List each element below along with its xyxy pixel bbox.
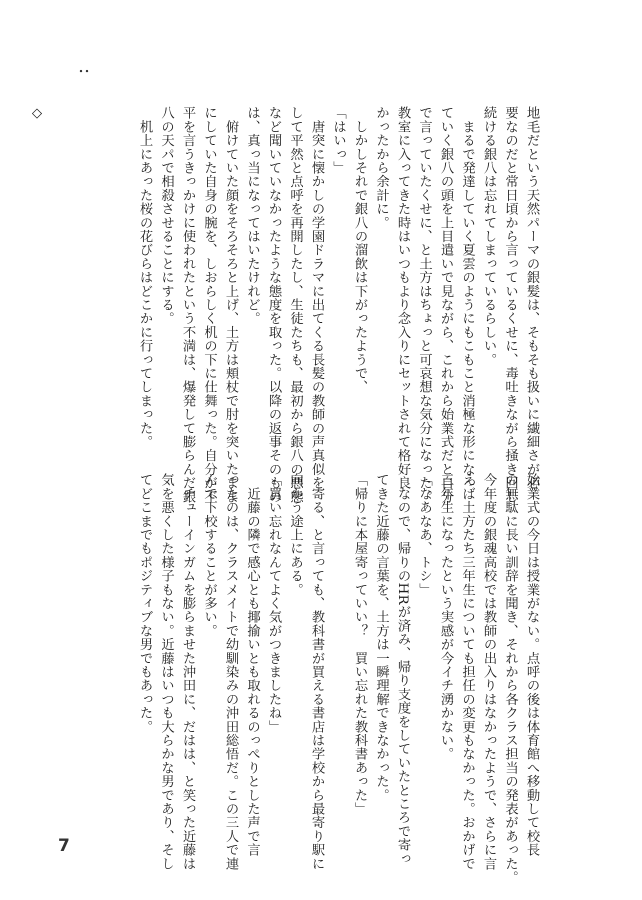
text-line: 教室に入ってきた時はいつもより念入りにセットされて格好良 [395, 106, 410, 490]
text-line: 今年度の銀魂高校では教師の出入りはなかったようで、さらに言 [481, 473, 496, 871]
text-line: 俯けていた顔をそろそろと上げ、土方は頬杖で肘を突いたまま [223, 106, 238, 504]
text-line: ていく銀八の頭を上目遣いで見ながら、これから始業式だと自分 [438, 106, 453, 504]
text-line: 「なあなあ、トシ」 [416, 473, 432, 597]
text-line: 地毛だという天然パーマの銀髪は、そもそも扱いに繊細さが必 [524, 106, 539, 490]
text-line: で言っていたくせに、と土方はちょっと可哀想な気分になった。 [416, 106, 432, 504]
text-tier-bottom [134, 473, 543, 884]
text-line: チューインガムを膨らませた沖田に、だはは、と笑った近藤は [180, 473, 195, 871]
text-line: など聞いていなかったような態度を取った。以降の返事そのもの [266, 106, 281, 504]
text-line: てどこまでもポジティブな男でもあった。 [137, 473, 152, 734]
text-line: ったのは、クラスメイトで幼馴染みの沖田総悟だ。この三人で連 [223, 473, 238, 871]
text-line [48, 106, 70, 436]
text-line: の無駄に長い訓辞を聞き、それから各クラス担当の発表があった。 [502, 473, 518, 884]
page-number: 7 [58, 836, 70, 856]
text-line: にしていた自身の腕を、しおらしく机の下に仕舞った。自分が不 [201, 106, 217, 504]
text-line: 「はいっ」 [330, 106, 346, 175]
corner-mark: ‥ [78, 56, 91, 77]
text-tier-top [26, 106, 542, 504]
text-line: えば土方たち三年生についても担任の変更もなかった。おかげで [459, 473, 475, 871]
text-line: 気を悪くした様子もない。近藤はいつも大らかな男であり、そし [158, 473, 174, 871]
text-line: かったから余計に。 [373, 106, 389, 230]
text-line: しかしそれで銀八の溜飲は下がったようで、 [352, 106, 367, 394]
text-line: 八の天パで相殺させることにする。 [158, 106, 174, 326]
text-line: んで下校することが多い。 [201, 473, 217, 638]
text-line: 「買い忘れなんてよく気がつきましたね」 [266, 473, 281, 734]
text-line [69, 106, 91, 436]
text-line: は、真っ当になってはいたけれど。 [244, 106, 260, 326]
text-line: まるで発達していく夏雲のようにもこもこと消極な形になっ [459, 106, 475, 490]
text-line: ◇ [29, 106, 45, 122]
text-line: 向かう途上にある。 [287, 473, 303, 597]
text-line: 机上にあった桜の花びらはどこかに行ってしまった。 [137, 106, 152, 449]
text-line: 寄る、と言っても、教科書が買える書店は学校から最寄り駅に [309, 473, 324, 871]
text-line: 要なのだと常日頃から言っているくせに、毒吐きながら掻き回し [502, 106, 518, 504]
text-line: 「帰りに本屋寄っていい？ 買い忘れた教科書あった」 [352, 473, 367, 816]
text-line: 唐突に懐かしの学園ドラマに出てくる長髪の教師の声真似を [309, 106, 324, 490]
text-line: 平を言うきっかけに使われたという不満は、爆発して膨らんだ銀 [180, 106, 195, 504]
text-line: 始業式の今日は授業がない。点呼の後は体育館へ移動して校長 [524, 473, 539, 857]
text-line: して平然と点呼を再開したし、生徒たちも、最初から銀八の悪態 [287, 106, 303, 504]
text-line: 近藤の隣で感心とも揶揄いとも取れるのっぺりとした声で言 [244, 473, 260, 857]
text-line: 三年生になったという実感が今イチ湧かない。 [438, 473, 453, 761]
text-line: 続ける銀八は忘れてしまっているらしい。 [481, 106, 496, 367]
text-line [91, 106, 113, 436]
text-line: なので、帰りのHRが済み、帰り支度をしていたところで寄っ [395, 473, 410, 866]
text-line [327, 473, 349, 803]
text-line: てきた近藤の言葉を、土方は一瞬理解できなかった。 [373, 473, 389, 802]
text-line [112, 106, 134, 436]
